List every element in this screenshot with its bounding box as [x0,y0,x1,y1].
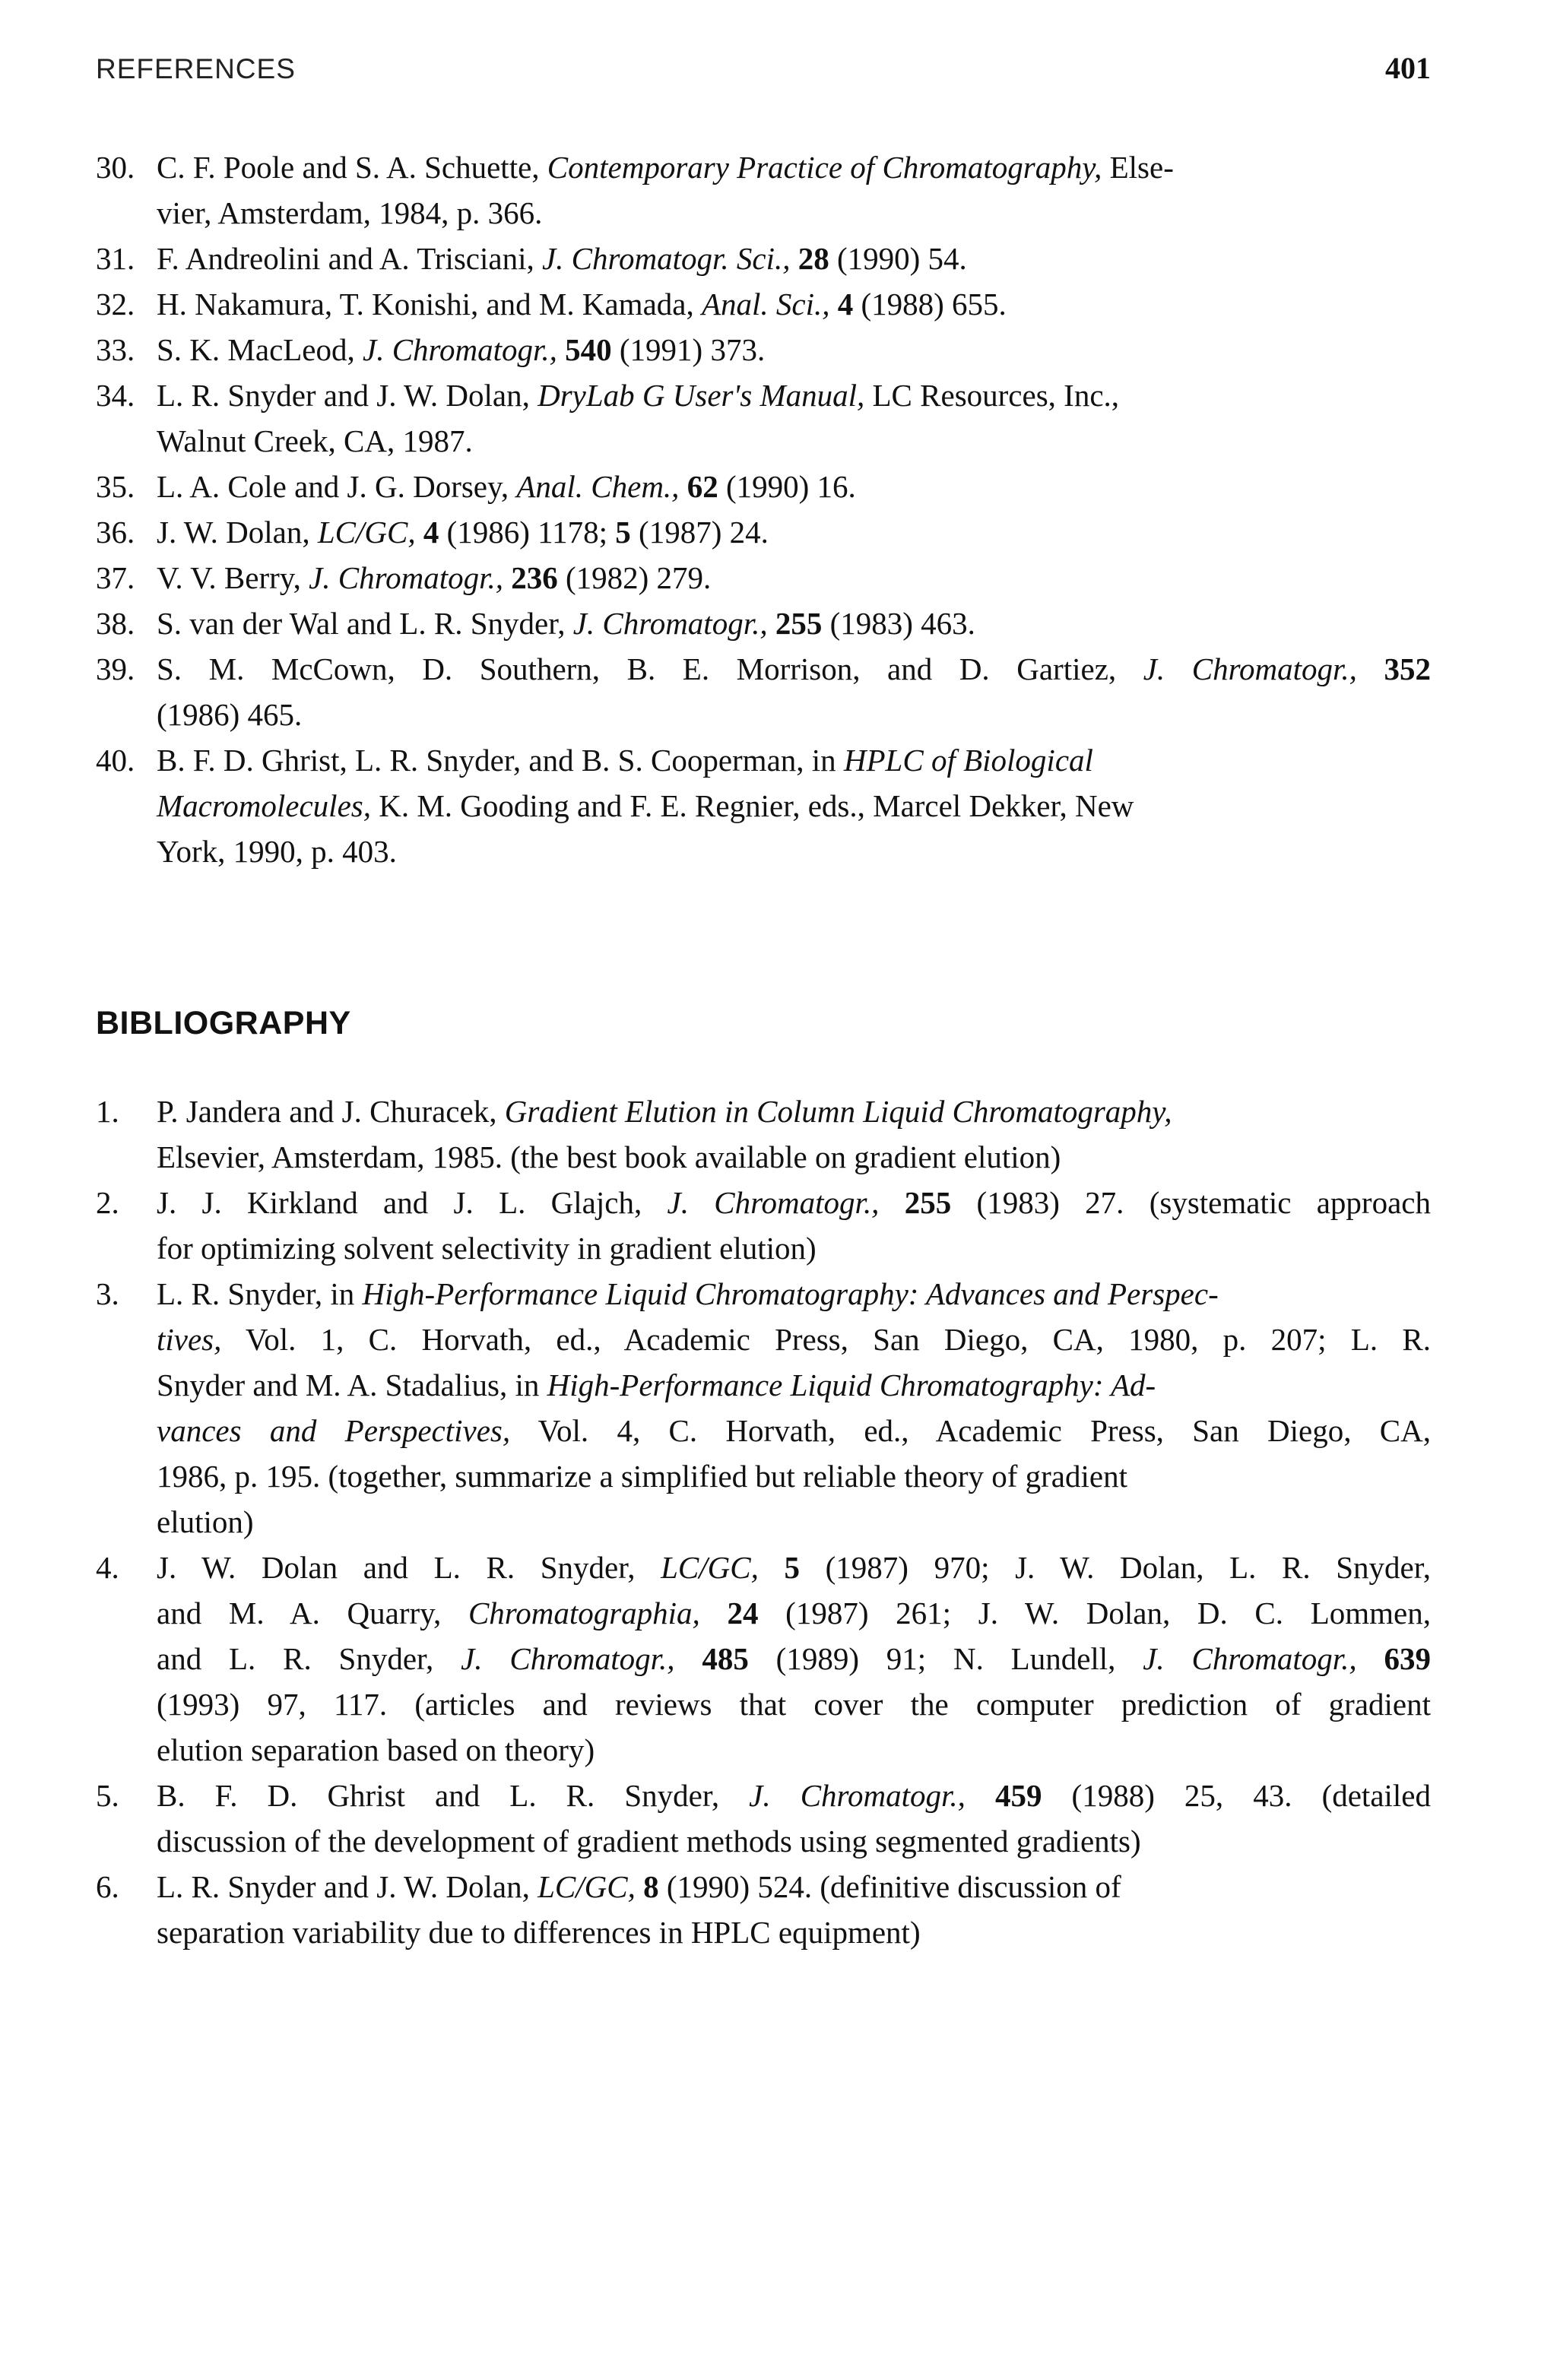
italic-title: J. Chromatogr., [1143,1641,1357,1676]
citation-text: (1991) 373. [611,332,766,367]
italic-title: J. Chromatogr., [572,606,768,641]
citation-text: (1982) 279. [557,560,712,595]
citation-text: (1987) 970; J. W. Dolan, L. R. Snyder, [800,1550,1431,1585]
references-number: 32. [96,287,135,322]
volume-number: 459 [994,1778,1042,1813]
citation-text: LC Resources, Inc., [864,378,1120,413]
bibliography-line [157,1681,1431,1727]
bibliography-line [157,1818,1141,1864]
citation-text: (1990) 16. [718,469,856,504]
bibliography-number: 1. [96,1094,119,1129]
references-line [157,646,1431,692]
references-line [157,327,765,372]
citation-text: (1990) 524. (definitive discussion of [658,1869,1121,1904]
citation-text: (1986) 1178; [439,515,616,550]
citation-text: for optimizing solvent selectivity in gradient elution) [157,1231,817,1266]
citation-text: J. W. Dolan, [157,515,318,550]
citation-text: Snyder and M. A. Stadalius, in [157,1367,547,1402]
references-line [157,190,542,236]
running-head [96,50,1431,86]
bibliography-line [157,1773,1431,1818]
page-number: 401 [1385,51,1431,85]
italic-title: LC/GC, [661,1550,759,1585]
italic-title: J. Chromatogr., [1143,651,1357,686]
citation-text: (1986) 465. [157,697,303,732]
volume-number: 352 [1384,651,1432,686]
bibliography-line [157,1089,1172,1134]
citation-text [503,560,511,595]
citation-text: J. W. Dolan and L. R. Snyder, [157,1550,661,1585]
references-line [157,464,856,509]
references-line [157,737,1093,783]
italic-title: Macromolecules, [157,788,371,823]
bibliography-line [157,1134,1061,1180]
citation-text: separation variability due to differences in HPLC equipment) [157,1915,921,1950]
citation-text [790,241,798,276]
citation-text: elution separation based on theory) [157,1732,595,1767]
bibliography-line [157,1909,921,1955]
bibliography-line [157,1408,1431,1453]
italic-title: Chromatographia, [468,1596,700,1631]
bibliography-number: 6. [96,1869,119,1904]
volume-number: 540 [565,332,612,367]
citation-text: Vol. 4, C. Horvath, ed., Academic Press, San Diego, CA, [510,1413,1431,1448]
citation-text: (1983) 463. [822,606,975,641]
bibliography-line [157,1271,1219,1317]
italic-title: J. Chromatogr., [749,1778,966,1813]
references-number: 37. [96,560,135,595]
italic-title: Anal. Sci., [701,287,830,322]
citation-text [879,1185,904,1220]
citation-text: L. R. Snyder and J. W. Dolan, [157,1869,538,1904]
citation-text: L. R. Snyder, in [157,1276,363,1311]
citation-text: B. F. D. Ghrist, L. R. Snyder, and B. S. Cooperman, in [157,743,844,778]
volume-number: 4 [837,287,854,322]
references-line [157,829,397,874]
italic-title: J. Chromatogr., [309,560,503,595]
citation-text: discussion of the development of gradient methods using segmented gradients) [157,1824,1141,1859]
citation-text [679,469,687,504]
citation-text: P. Jandera and J. Churacek, [157,1094,505,1129]
references-number: 38. [96,606,135,641]
italic-title: J. Chromatogr., [363,332,557,367]
citation-text: (1987) 24. [630,515,769,550]
citation-text [416,515,423,550]
citation-text: Walnut Creek, CA, 1987. [157,423,473,458]
volume-number: 5 [784,1550,800,1585]
volume-number: 485 [702,1641,749,1676]
bibliography-line [157,1225,817,1271]
volume-number: 28 [798,241,829,276]
references-number: 35. [96,469,135,504]
bibliography-line [157,1727,595,1773]
citation-text: B. F. D. Ghrist and L. R. Snyder, [157,1778,750,1813]
citation-text: and L. R. Snyder, [157,1641,461,1676]
citation-text [966,1778,995,1813]
citation-text: H. Nakamura, T. Konishi, and M. Kamada, [157,287,702,322]
citation-text: C. F. Poole and S. A. Schuette, [157,150,547,185]
volume-number: 5 [615,515,631,550]
citation-text: (1988) 655. [853,287,1007,322]
bibliography-line [157,1180,1431,1225]
citation-text [636,1869,643,1904]
citation-text: S. van der Wal and L. R. Snyder, [157,606,573,641]
references-number: 34. [96,378,135,413]
italic-title: J. Chromatogr., [667,1185,880,1220]
volume-number: 8 [643,1869,659,1904]
bibliography-line [157,1453,1127,1499]
volume-number: 24 [727,1596,759,1631]
references-line [157,144,1174,190]
citation-text: (1990) 54. [829,241,967,276]
references-number: 31. [96,241,135,276]
bibliography-line [157,1545,1431,1590]
references-line [157,509,769,555]
references-line [157,555,711,601]
citation-text: 1986, p. 195. (together, summarize a simplified but reliable theory of gradient [157,1459,1127,1494]
citation-text: (1988) 25, 43. (detailed [1042,1778,1431,1813]
italic-title: HPLC of Biological [843,743,1093,778]
references-number: 30. [96,150,135,185]
bibliography-line [157,1864,1121,1909]
volume-number: 62 [687,469,718,504]
running-head-title: REFERENCES [96,53,296,84]
volume-number: 236 [511,560,558,595]
italic-title: Anal. Chem., [516,469,680,504]
references-number: 33. [96,332,135,367]
references-line [157,372,1119,418]
citation-text [675,1641,702,1676]
italic-title: J. Chromatogr. Sci., [541,241,791,276]
citation-text [768,606,775,641]
italic-title: Gradient Elution in Column Liquid Chromatography, [504,1094,1172,1129]
citation-text: Elsevier, Amsterdam, 1985. (the best book available on gradient elution) [157,1139,1061,1174]
italic-title: LC/GC, [537,1869,636,1904]
italic-title: LC/GC, [317,515,416,550]
references-number: 40. [96,743,135,778]
references-line [157,418,473,464]
citation-text: L. A. Cole and J. G. Dorsey, [157,469,517,504]
citation-text: L. R. Snyder and J. W. Dolan, [157,378,538,413]
citation-text [1357,651,1384,686]
citation-text: elution) [157,1504,254,1539]
bibliography-line [157,1636,1431,1681]
bibliography-line [157,1317,1431,1362]
citation-text: S. K. MacLeod, [157,332,363,367]
citation-text: F. Andreolini and A. Trisciani, [157,241,542,276]
references-line [157,236,967,281]
bibliography-line [157,1362,1156,1408]
bibliography-line [157,1499,254,1545]
citation-text [557,332,565,367]
references-number: 39. [96,651,135,686]
bibliography-number: 5. [96,1778,119,1813]
citation-text: Vol. 1, C. Horvath, ed., Academic Press, San Diego, CA, 1980, p. 207; L. R. [221,1322,1431,1357]
italic-title: J. Chromatogr., [461,1641,675,1676]
italic-title: DryLab G User's Manual, [537,378,865,413]
bibliography-number: 2. [96,1185,119,1220]
volume-number: 639 [1384,1641,1431,1676]
bibliography-number: 3. [96,1276,119,1311]
references-line [157,281,1007,327]
citation-text: V. V. Berry, [157,560,309,595]
italic-title: Contemporary Practice of Chromatography, [547,150,1102,185]
bibliography-number: 4. [96,1550,119,1585]
citation-text [1357,1641,1384,1676]
citation-text [700,1596,728,1631]
citation-text: (1993) 97, 117. (articles and reviews that cover the computer prediction of gradient [157,1687,1431,1722]
italic-title: High-Performance Liquid Chromatography: Ad- [547,1367,1156,1402]
citation-text [830,287,838,322]
volume-number: 4 [423,515,439,550]
italic-title: vances and Perspectives, [157,1413,511,1448]
italic-title: tives, [157,1322,222,1357]
citation-text: (1989) 91; N. Lundell, [748,1641,1143,1676]
citation-text: vier, Amsterdam, 1984, p. 366. [157,195,543,230]
citation-text: (1987) 261; J. W. Dolan, D. C. Lommen, [758,1596,1431,1631]
citation-text [759,1550,785,1585]
volume-number: 255 [904,1185,952,1220]
volume-number: 255 [775,606,823,641]
references-number: 36. [96,515,135,550]
citation-text: S. M. McCown, D. Southern, B. E. Morrison, and D. Gartiez, [157,651,1143,686]
citation-text: J. J. Kirkland and J. L. Glajch, [157,1185,668,1220]
citation-text: K. M. Gooding and F. E. Regnier, eds., Marcel Dekker, New [370,788,1134,823]
citation-text: and M. A. Quarry, [157,1596,468,1631]
references-line [157,692,302,737]
bibliography-line [157,1590,1431,1636]
bibliography-heading: BIBLIOGRAPHY [96,1005,351,1041]
citation-text: Else- [1102,150,1174,185]
references-line [157,783,1134,829]
citation-text: (1983) 27. (systematic approach [951,1185,1431,1220]
citation-text: York, 1990, p. 403. [157,834,397,869]
italic-title: High-Performance Liquid Chromatography: Advances and Perspec- [362,1276,1219,1311]
references-line [157,601,975,646]
